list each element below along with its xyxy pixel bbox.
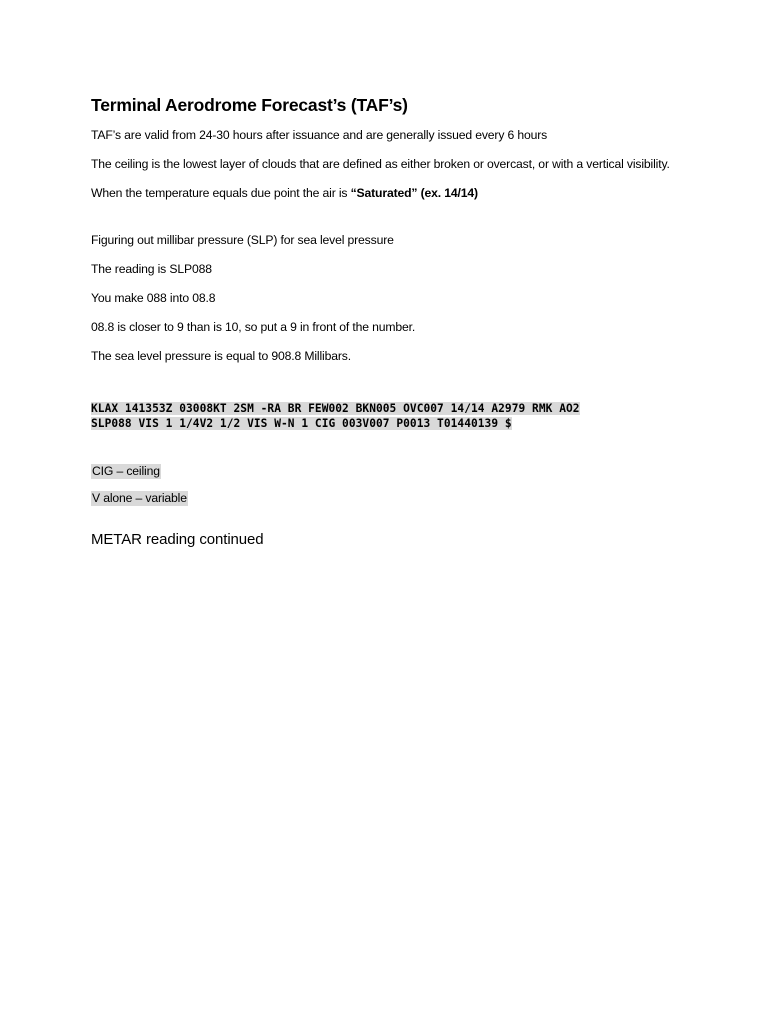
slp-intro-text: Figuring out millibar pressure (SLP) for sea level pressure bbox=[91, 233, 394, 247]
metar-line-1: KLAX 141353Z 03008KT 2SM -RA BR FEW002 BKN005 OVC007 14/14 A2979 RMK AO2 bbox=[91, 402, 580, 415]
metar-line-2: SLP088 VIS 1 1/4V2 1/2 VIS W-N 1 CIG 003V007 P0013 T01440139 $ bbox=[91, 417, 512, 430]
metar-example bbox=[91, 401, 691, 431]
spacer bbox=[91, 431, 691, 463]
glossary-cig-row bbox=[91, 463, 691, 479]
slp-reading-text: The reading is SLP088 bbox=[91, 262, 212, 276]
glossary-v-alone: V alone – variable bbox=[92, 491, 187, 505]
glossary-v-row bbox=[91, 490, 691, 506]
ceiling-definition-text: The ceiling is the lowest layer of clouds that are defined as either broken or overcast, or with a vertical visibility. bbox=[91, 157, 670, 171]
spacer bbox=[91, 214, 691, 232]
slp-step1-text: You make 088 into 08.8 bbox=[91, 291, 216, 305]
taf-validity-text: TAF’s are valid from 24-30 hours after issuance and are generally issued every 6 hours bbox=[91, 128, 548, 142]
page-title: Terminal Aerodrome Forecast’s (TAF’s) bbox=[91, 95, 408, 115]
document-body bbox=[91, 94, 691, 550]
saturated-prefix: When the temperature equals due point the air is bbox=[91, 186, 351, 200]
glossary-cig: CIG – ceiling bbox=[92, 464, 160, 478]
saturated-text bbox=[91, 185, 691, 202]
slp-step2-text: 08.8 is closer to 9 than is 10, so put a 9 in front of the number. bbox=[91, 320, 416, 334]
spacer bbox=[91, 377, 691, 401]
slp-result-text: The sea level pressure is equal to 908.8 Millibars. bbox=[91, 349, 351, 363]
saturated-emphasis: “Saturated” (ex. 14/14) bbox=[350, 186, 478, 200]
section-heading-metar-continued: METAR reading continued bbox=[91, 531, 264, 548]
